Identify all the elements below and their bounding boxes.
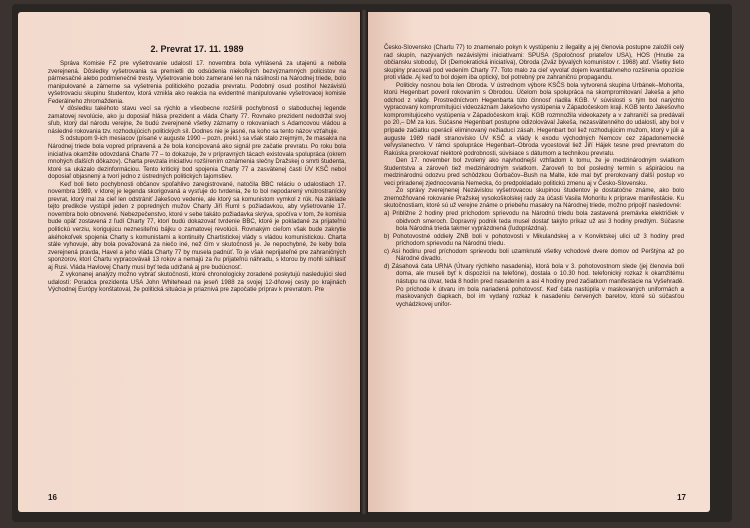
paragraph: Česko-Slovensko (Chartu 77) to znamenalo pokyn k vystúpeniu z ilegality a jej členovia postupne založili celý rad skupín, nazývaných nezávislými iniciatívami: SPUSA (Spoločnosť priateľov USA), HOS (Hnutie za občiansku slobodu), DI (Demokratická iniciatíva), Obroda (Zväz bývalých komunistov r. 1968) atď. Všetky tieto skupiny pracovali pod vedením Charty 77. Toto malo za cieľ vyvolať dojem kvantitatívneho rozširenia opozície proti vláde. Aj keď to bol dojem iba optický, bol potrebný pre zahraničnú propagandu. xyxy=(384,44,684,82)
paragraph: V dôsledku takéhoto stavu vecí sa rýchlo a všeobecne rozšírili pochybnosti o slaboduchej legende zamatovej revolúcie, ako ju doposiaľ hlása prezident a vláda Charty 77. Rovnako prezident nedodržal svoj sľub, ktorý dal národu verejne, že budú zverejnené všetky záznamy o rokovaniach s Adamcovou vládou a následné rokovania tzv. rozhodujúcich politických síl. Dodnes nie je jasné, na koho sa tento názov vzťahuje. xyxy=(48,105,346,135)
event-list xyxy=(384,210,684,308)
paragraph: Den 17. november bol zvolený ako najvhodnejší vzhľadom k tomu, že je medzinárodným sviatkom študentstva a zároveň tiež medzinárodným sviatkom. Zaroveň to bol posledný termín s ašpiráciou na medzinárodnú odozvu pred schôdzkou Gorbačov–Bush na Malte, kde mal byť prerokovaný ďalší postup vo veci priradenej zjednocovania Nemecka, čo predpokladalo politickú zmenu aj v Česko-Slovensku. xyxy=(384,157,684,187)
left-page xyxy=(18,12,360,512)
paragraph: Správa Komisie FZ pre vyšetrovanie udalostí 17. novembra bola vyhlásená za utajenú a neboła zverejnená. Dôsledky vyšetrovania sa premietli do odsúdenia niekoľkých bezvýznamných policistov na pármesačné alebo podmienečné tresty. Vyšetrovanie bolo zamerané len na násilnosti na Národnej triede, bolo manipulované a zámerne sa vyšetrenia politického pozadia prevratu. Podobný osud postihol Nezávislú vyšetrovaciu skupinu študentov, ktorá vznikla ako reakcia na evidentné manipulovanie vyšetrovacej komisie Federálneho zhromaždenia. xyxy=(48,60,346,105)
right-page-text xyxy=(384,44,684,308)
list-item: a) Približne 2 hodiny pred príchodom sprievodu na Národnú triedu bola zastavená premávka električiek v obidvoch smeroch. Dopravný podnik teda musel dostať takýto príkaz už asi 3 hodiny predtým. Súčasne bola Národná trieda takmer vyprázdnená (ľudoprázdna). xyxy=(384,210,684,233)
paragraph: Politicky nosnou bola len Obroda. V ústrednom výbore KSČS bola vytvorená skupina Urbánek–Mohorita, ktorú Hegenbart poveril rokovaním s Obrodou. Účelom bola spolupráca na skompromitovaní Jakeša a jeho odchod z vlády. Prostredníctvom Hegenbarta túto činnosť riadila KGB. V súvislosti s tým bol narýchlo vypracovaný kompromitujúci videozáznam Jakešovho vystúpenia v Západočeskom kraji. KGB tento Jakešovho kompromitujúceho vystúpenia v Západočeskom kraji. KGB rozmnožila videokazety a v zahraničí sa predávali po 20,– DM za kus. Súčasne Hegenbart postupne odizolovával Jakeša, nezasvätenného do udalostí, aby bol v prípade začiatku operácií eliminovaný nežiaducí zásah. Hegenbart bol liež rozhodujúcim mužom, ktorý v júli a auguste 1989 riadil stranovísko ÚV KSČ a vlády k exodu východných Nemcov cez západonemecké veľvyslanectvo. V rámci spolupráce Hegenbart–Obroda vycestoval liež Jiří Hájek tesne pred prevratom do Rakúska prerokovať niektoré podrobnosti, súvisiace s dátumom a technikou prevratu. xyxy=(384,81,684,157)
left-page-text xyxy=(48,60,346,294)
paragraph: Z vykonanej analýzy možno vybrať skutočnosti, ktoré chronologicky zoradené poskytujú nasledujúci sled udalostí: Poradca prezidenta USA John Whitehead na jeseň 1988 za svojej 12-dňovej cesty po krajinách Východnej Európy konštatoval, že politická situácia je priaznivá pre započatie príprav k prevratom. Pre xyxy=(48,271,346,294)
paragraph: Zo správy zverejnenej Nezávislou vyšetrovacou skupinou študentov je dostatočne známe, ako bolo znemožňované rokovanie Pražskej vysokoškolskej rady za účasti Vasila Mohoritu k príprave manifestácie. Ku skutočnostiam, ktoré sú už verejne známe o priebehu masakry na Národnej triede, možno pripojiť nasledovné: xyxy=(384,187,684,210)
book-spine xyxy=(360,10,368,514)
right-page xyxy=(368,12,710,512)
page-number: 16 xyxy=(48,493,57,502)
list-item: b) Pohotovostné oddiely ZNB boli v pohotovosti v Mikulandskej a v Konviktskej ulici už 3 hodiny pred príchodom sprievodu na Národnú triedu. xyxy=(384,232,684,248)
paragraph: S odstupom 9-ich mesiacov (písané v auguste 1990 – pozn. prekl.) sa však stalo zrejmým, že masakra na Národnej triede bola vopred pripravená a že bola koncipovaná ako signál pre začatie prevratu. Po roku bola iniciatíva okamžite odovzdaná Charte 77 – to dokazuje, že v prípravných tácach existovala spolupráca (okrem mnohých ďalších dôkazov). Charta prevzala iniciatívu rozšírením oznámenia slečny Dražskej o smrti študenta, ktoré sa ukázalo dezinformáciou. Tento kritický bod spojenia Charty 77 a zasvätenej časti ÚV KSČ nebol doposiaľ objasnený a tvorí jedno z ústredných politických tajomstiev. xyxy=(48,135,346,181)
list-item: c) Asi hodinu pred príchodom sprievodu boli uzamknuté všetky vchodové dvere domov od Perštýna až po Národné divadlo. xyxy=(384,247,684,263)
list-item: d) Zásahová čata URNA (Útvary rýchleho nasadenia), ktorá bola v 3. pohotovostnom slede (jej členovia boli doma, ale museli byť k dispozícii na telefóne), dostala o 10.30 hod. telefonický rozkaz k okamžitému nástupu na útvar, teda 8 hodín pred nasadením a asi 4 hodiny pred začiatkom manifestácie na Vyšehradě. Po príchode k útvaru im bola nariadená pohotovosť. Keď čata nastúpila v maskovaných uniformách a maskovaných čiapkach, bol im vydaný rozkaz k nasadeniu červených baretov, ktoré sú súčasťou vychádzkovej unifor- xyxy=(384,262,684,308)
open-book xyxy=(12,4,732,522)
chapter-title: 2. Prevrat 17. 11. 1989 xyxy=(150,44,244,54)
paragraph: Keď boli tieto pochybnosti občanov spoľahlivo zaregistrované, natočila BBC reláciu o udalostiach 17. novembra 1989, v ktorej je legenda skorigovaná a vysťuje do tvrdenia, že to bol nepodarený vnútrostranícky prevrat, ktorý mal za cieľ len odstrániť Jakešovo vedenie, ale ktorý sa komunistom vymkol z rúk. Na základe tejto predikcie vystúpil jeden z popredných mužov Charty Jiří Ruml s požiadavkou, aby vyšetrovanie 17. novembra bolo obnovené. Nebezpečenstvo, ktoré v sebe takáto požiadavka skrýva, spočíva v tom, že komisia bude opäť zostavená z ľudí Charty 77, ktorí budú dokazovať tvrdenie BBC, ktoré je pokladané za prijateľnú politickú verziu, korigujúcu neznesiteľnú bájku o zamatovej revolúcii. Rovnakým cieľom však bude zakrytie akéhokoľvek spojenia Charty s komunistami a kontinuity Chartistickej vlády s vládou komunistickou. Charta stále vyhovuje, aby bola považovaná za niečo iné, než čím v skutočnosti je. Je nepochybné, že keby bola zverejnená pravda, Havel a jeho vláda Charty 77 by musela padnúť. To je však neprijateľné pre zahraničných sponzorov, ktorí Chartu vypracovávali 13 rokov a nemajú za ňu prijateľnú náhradu, s ktorou by mohli súhlasiť aj Rusi. Vláda Havlovej Charty musí byť teda udržaná aj pre budúcnosť. xyxy=(48,180,346,271)
page-number: 17 xyxy=(677,493,686,502)
